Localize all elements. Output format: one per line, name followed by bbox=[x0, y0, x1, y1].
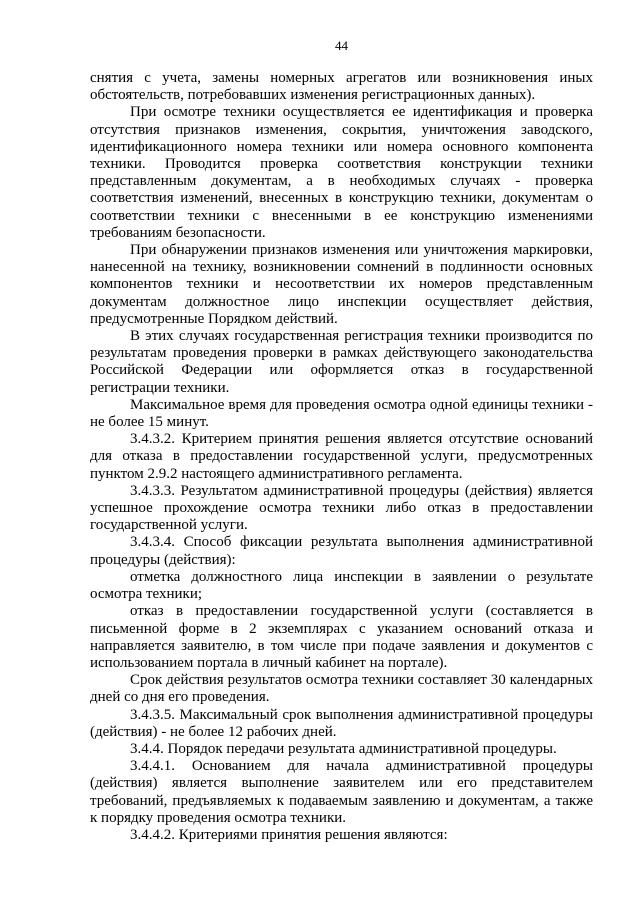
paragraph: 3.4.4.1. Основанием для начала административной процедуры (действия) является выполнение заявителем или его представителем требований, предъявляемых к подаваемым заявлению и документам, а также к порядку проведения осмотра техники. bbox=[90, 758, 593, 826]
paragraph: 3.4.4. Порядок передачи результата административной процедуры. bbox=[130, 740, 557, 757]
paragraph: 3.4.4.2. Критериями принятия решения являются: bbox=[130, 826, 448, 843]
paragraph: При обнаружении признаков изменения или уничтожения маркировки, нанесенной на технику, возникновении сомнений в подлинности основных компонентов техники и несоответствии их номеров представленным документам должностное лицо инспекции осуществляет действия, предусмотренные Порядком действий. bbox=[90, 242, 593, 327]
paragraph: отказ в предоставлении государственной услуги (составляется в письменной форме в 2 экземплярах с указанием оснований отказа и направляется заявителю, в том числе при подаче заявления и документов с использованием портала в личный кабинет на портале). bbox=[90, 603, 593, 671]
paragraph: 3.4.3.2. Критерием принятия решения является отсутствие оснований для отказа в предоставлении государственной услуги, предусмотренных пунктом 2.9.2 настоящего административного регламента. bbox=[90, 431, 593, 482]
paragraph: 3.4.3.4. Способ фиксации результата выполнения административной процедуры (действия): bbox=[90, 534, 593, 568]
paragraph: снятия с учета, замены номерных агрегатов или возникновения иных обстоятельств, потребовавших изменения регистрационных данных). bbox=[90, 70, 593, 104]
paragraph: Срок действия результатов осмотра техники составляет 30 календарных дней со дня его проведения. bbox=[90, 672, 593, 706]
paragraph: 3.4.3.5. Максимальный срок выполнения административной процедуры (действия) - не более 12 рабочих дней. bbox=[90, 706, 593, 740]
document-body bbox=[90, 70, 593, 844]
paragraph: При осмотре техники осуществляется ее идентификация и проверка отсутствия признаков изменения, сокрытия, уничтожения заводского, идентификационного номера техники или номера основного компонента техники. Проводится проверка соответствия конструкции техники представленным документам, а в необходимых случаях - проверка соответствия изменений, внесенных в конструкцию техники, документам о соответствии техники с внесенными в ее конструкцию изменениями требованиям безопасности. bbox=[90, 104, 593, 241]
page-number: 44 bbox=[335, 38, 348, 53]
paragraph: Максимальное время для проведения осмотра одной единицы техники - не более 15 минут. bbox=[90, 396, 593, 431]
paragraph: В этих случаях государственная регистрация техники производится по результатам проведения проверки в рамках действующего законодательства Российской Федерации или оформляется отказ в государственной регистрации техники. bbox=[90, 328, 593, 396]
paragraph: 3.4.3.3. Результатом административной процедуры (действия) является успешное прохождение осмотра техники либо отказ в предоставлении государственной услуги. bbox=[90, 482, 593, 534]
paragraph: отметка должностного лица инспекции в заявлении о результате осмотра техники; bbox=[90, 568, 593, 603]
